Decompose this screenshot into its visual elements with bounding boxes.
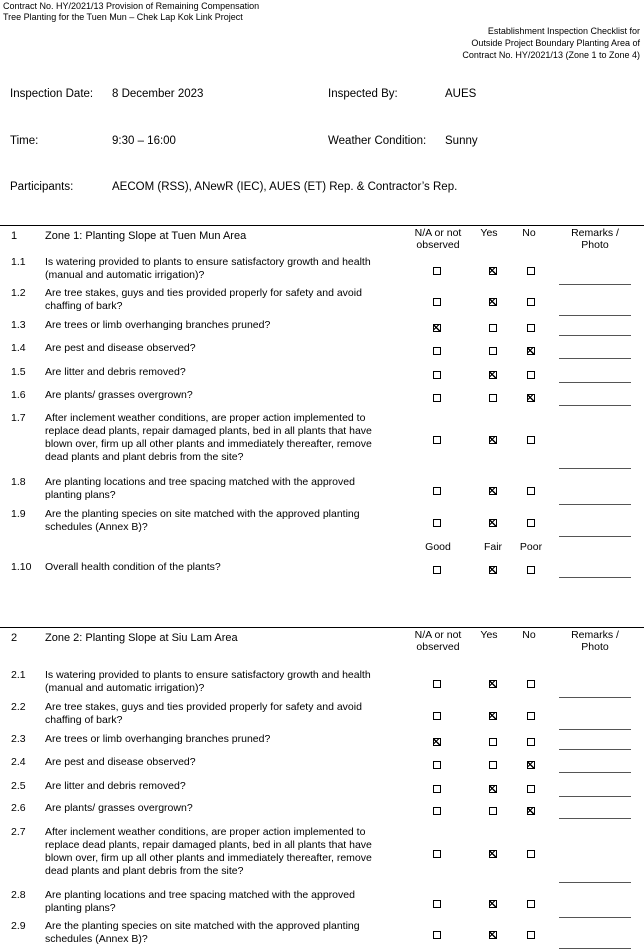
item-question (45, 366, 390, 379)
item-question-line: Are the planting species on site matched with the approved planting (45, 508, 360, 520)
checklist-item-1-3 (0, 319, 644, 332)
item-question-line: blown over, firm up all other plants and immediately thereafter, remove (45, 852, 372, 864)
checklist-item-2-1 (0, 669, 644, 695)
checklist-item-1-1 (0, 256, 644, 282)
item-number: 1.4 (11, 342, 26, 354)
checkbox-no[interactable] (527, 850, 535, 858)
item-question-line: Are trees or limb overhanging branches pruned? (45, 733, 271, 745)
item-question-line: Overall health condition of the plants? (45, 561, 221, 573)
checklist-line-3: Contract No. HY/2021/13 (Zone 1 to Zone 4) (462, 50, 640, 60)
item-question (45, 412, 390, 464)
checkbox-no[interactable] (527, 738, 535, 746)
checkbox-na[interactable] (433, 267, 441, 275)
remarks-field[interactable] (559, 796, 631, 797)
column-header-remarks: Remarks / Photo (571, 629, 619, 653)
remarks-field[interactable] (559, 382, 631, 383)
participants-label: Participants: (10, 181, 74, 193)
item-question-line: Are trees or limb overhanging branches pruned? (45, 319, 271, 331)
rating-header (0, 541, 644, 555)
checkbox-na[interactable] (433, 680, 441, 688)
checkbox-na[interactable] (433, 347, 441, 355)
item-question (45, 780, 390, 793)
column-header-good: Good (425, 541, 451, 553)
item-question (45, 669, 390, 695)
checklist-item-2-5 (0, 780, 644, 793)
checklist-item-1-9 (0, 508, 644, 534)
checkbox-no[interactable] (527, 519, 535, 527)
checkbox-na[interactable] (433, 394, 441, 402)
item-question-line: (manual and automatic irrigation)? (45, 682, 205, 694)
checkbox-no[interactable] (527, 712, 535, 720)
checklist-item-2-3 (0, 733, 644, 746)
column-header-yes: Yes (480, 227, 498, 239)
item-number: 1.5 (11, 366, 26, 378)
remarks-field[interactable] (559, 284, 631, 285)
contract-header (3, 1, 259, 23)
checkbox-na[interactable] (433, 900, 441, 908)
remarks-field[interactable] (559, 948, 631, 949)
remarks-field[interactable] (559, 697, 631, 698)
checkbox-yes[interactable] (489, 785, 497, 793)
checkbox-good[interactable] (433, 566, 441, 574)
item-question-line: Are plants/ grasses overgrown? (45, 802, 193, 814)
checkbox-yes[interactable] (489, 931, 497, 939)
item-question-line: dead plants and plant debris from the site? (45, 865, 244, 877)
item-number: 2.4 (11, 756, 26, 768)
item-question-line: Are pest and disease observed? (45, 342, 196, 354)
item-number: 2.9 (11, 920, 26, 932)
item-question (45, 389, 390, 402)
checklist-item-1-8 (0, 476, 644, 502)
column-header-fair: Fair (483, 541, 503, 553)
zone-number: 1 (11, 230, 18, 242)
item-question (45, 476, 390, 502)
remarks-field[interactable] (559, 536, 631, 537)
item-question (45, 889, 390, 915)
remarks-field[interactable] (559, 882, 631, 883)
column-header-na: N/A or not observed (414, 629, 462, 653)
checkbox-na[interactable] (433, 712, 441, 720)
participants-value: AECOM (RSS), ANewR (IEC), AUES (ET) Rep. & Contractor’s Rep. (112, 181, 458, 193)
checkbox-yes[interactable] (489, 738, 497, 746)
checkbox-no[interactable] (527, 931, 535, 939)
checkbox-yes[interactable] (489, 267, 497, 275)
checklist-line-1: Establishment Inspection Checklist for (487, 26, 640, 36)
item-number: 2.6 (11, 802, 26, 814)
checklist-item-1-2 (0, 287, 644, 313)
checkbox-no[interactable] (527, 394, 535, 402)
item-question (45, 802, 390, 815)
weather-value: Sunny (445, 135, 478, 147)
item-question-line: Are pest and disease observed? (45, 756, 196, 768)
item-number: 2.1 (11, 669, 26, 681)
checkbox-no[interactable] (527, 487, 535, 495)
remarks-field[interactable] (559, 772, 631, 773)
checkbox-yes[interactable] (489, 519, 497, 527)
zone-title: Zone 1: Planting Slope at Tuen Mun Area (45, 230, 247, 242)
checkbox-yes[interactable] (489, 436, 497, 444)
item-question-line: After inclement weather conditions, are proper action implemented to (45, 412, 366, 424)
item-question (45, 733, 390, 746)
time-value: 9:30 – 16:00 (112, 135, 176, 147)
item-question-line: chaffing of bark? (45, 300, 123, 312)
zone-divider (0, 627, 644, 628)
column-header-no: No (522, 227, 536, 239)
item-question-line: Are litter and debris removed? (45, 366, 186, 378)
checklist-item-1-7 (0, 412, 644, 464)
checkbox-no[interactable] (527, 680, 535, 688)
weather-label: Weather Condition: (328, 135, 427, 147)
checkbox-yes[interactable] (489, 487, 497, 495)
checkbox-no[interactable] (527, 324, 535, 332)
item-question-line: Are tree stakes, guys and ties provided properly for safety and avoid (45, 287, 362, 299)
checkbox-no[interactable] (527, 347, 535, 355)
item-question (45, 342, 390, 355)
checkbox-na[interactable] (433, 785, 441, 793)
checkbox-yes[interactable] (489, 807, 497, 815)
zone-title: Zone 2: Planting Slope at Siu Lam Area (45, 632, 238, 644)
checkbox-na[interactable] (433, 519, 441, 527)
item-question (45, 319, 390, 332)
item-question-line: After inclement weather conditions, are proper action implemented to (45, 826, 366, 838)
item-question-line: dead plants and plant debris from the site? (45, 451, 244, 463)
item-question-line: Are planting locations and tree spacing matched with the approved (45, 889, 355, 901)
zone-header (0, 629, 644, 662)
checkbox-yes[interactable] (489, 900, 497, 908)
item-number: 1.6 (11, 389, 26, 401)
checkbox-yes[interactable] (489, 761, 497, 769)
item-number: 2.8 (11, 889, 26, 901)
checkbox-fair[interactable] (489, 566, 497, 574)
contract-line-2: Tree Planting for the Tuen Mun – Chek Lap Kok Link Project (3, 12, 243, 22)
item-number: 1.7 (11, 412, 26, 424)
item-question-line: Is watering provided to plants to ensure satisfactory growth and health (45, 669, 371, 681)
column-header-remarks: Remarks / Photo (571, 227, 619, 251)
item-number: 2.2 (11, 701, 26, 713)
checkbox-na[interactable] (433, 324, 441, 332)
inspected-by-value: AUES (445, 88, 477, 100)
checkbox-yes[interactable] (489, 680, 497, 688)
checkbox-na[interactable] (433, 850, 441, 858)
checklist-item-1-10 (0, 561, 644, 574)
checklist-line-2: Outside Project Boundary Planting Area of (471, 38, 640, 48)
checkbox-yes[interactable] (489, 371, 497, 379)
item-question-line: Are tree stakes, guys and ties provided properly for safety and avoid (45, 701, 362, 713)
item-number: 1.8 (11, 476, 26, 488)
inspected-by-label: Inspected By: (328, 88, 398, 100)
checkbox-poor[interactable] (527, 566, 535, 574)
checklist-item-2-2 (0, 701, 644, 727)
checkbox-yes[interactable] (489, 394, 497, 402)
checkbox-yes[interactable] (489, 347, 497, 355)
checklist-item-1-4 (0, 342, 644, 355)
item-question (45, 256, 390, 282)
checklist-item-1-6 (0, 389, 644, 402)
item-question-line: Is watering provided to plants to ensure satisfactory growth and health (45, 256, 371, 268)
checkbox-na[interactable] (433, 298, 441, 306)
checklist-item-1-5 (0, 366, 644, 379)
remarks-field[interactable] (559, 917, 631, 918)
checklist-header (462, 25, 640, 61)
item-question (45, 508, 390, 534)
item-number: 2.3 (11, 733, 26, 745)
column-header-na: N/A or not observed (414, 227, 462, 251)
remarks-field[interactable] (559, 577, 631, 578)
item-question-line: chaffing of bark? (45, 714, 123, 726)
item-question (45, 756, 390, 769)
inspection-date-value: 8 December 2023 (112, 88, 204, 100)
item-question (45, 287, 390, 313)
checklist-item-2-4 (0, 756, 644, 769)
checkbox-na[interactable] (433, 738, 441, 746)
checkbox-no[interactable] (527, 436, 535, 444)
column-header-poor: Poor (519, 541, 543, 553)
checkbox-no[interactable] (527, 807, 535, 815)
column-header-no: No (522, 629, 536, 641)
item-number: 1.3 (11, 319, 26, 331)
item-number: 1.1 (11, 256, 26, 268)
item-question (45, 561, 390, 574)
item-question-line: replace dead plants, repair damaged plants, bed in all plants that have (45, 839, 372, 851)
zone-number: 2 (11, 632, 18, 644)
item-number: 2.7 (11, 826, 26, 838)
column-header-yes: Yes (480, 629, 498, 641)
item-question (45, 920, 390, 946)
checkbox-na[interactable] (433, 436, 441, 444)
checkbox-yes[interactable] (489, 324, 497, 332)
remarks-field[interactable] (559, 315, 631, 316)
checkbox-na[interactable] (433, 931, 441, 939)
checkbox-yes[interactable] (489, 850, 497, 858)
checkbox-yes[interactable] (489, 298, 497, 306)
zone-divider (0, 225, 644, 226)
contract-line-1: Contract No. HY/2021/13 Provision of Remaining Compensation (3, 1, 260, 11)
item-question-line: Are the planting species on site matched with the approved planting (45, 920, 360, 932)
item-number: 1.9 (11, 508, 26, 520)
remarks-field[interactable] (559, 468, 631, 469)
checklist-item-2-9 (0, 920, 644, 946)
checkbox-na[interactable] (433, 761, 441, 769)
checkbox-no[interactable] (527, 267, 535, 275)
item-question-line: replace dead plants, repair damaged plants, bed in all plants that have (45, 425, 372, 437)
remarks-field[interactable] (559, 504, 631, 505)
checklist-item-2-7 (0, 826, 644, 878)
item-question-line: planting plans? (45, 902, 116, 914)
checkbox-yes[interactable] (489, 712, 497, 720)
checkbox-no[interactable] (527, 785, 535, 793)
checkbox-no[interactable] (527, 761, 535, 769)
checkbox-na[interactable] (433, 487, 441, 495)
remarks-field[interactable] (559, 335, 631, 336)
item-question-line: blown over, firm up all other plants and immediately thereafter, remove (45, 438, 372, 450)
checklist-item-2-8 (0, 889, 644, 915)
item-question-line: schedules (Annex B)? (45, 521, 148, 533)
checkbox-no[interactable] (527, 298, 535, 306)
item-question-line: (manual and automatic irrigation)? (45, 269, 205, 281)
checkbox-no[interactable] (527, 900, 535, 908)
remarks-field[interactable] (559, 358, 631, 359)
remarks-field[interactable] (559, 818, 631, 819)
item-question-line: Are litter and debris removed? (45, 780, 186, 792)
inspection-date-label: Inspection Date: (10, 88, 94, 100)
remarks-field[interactable] (559, 749, 631, 750)
item-question-line: Are plants/ grasses overgrown? (45, 389, 193, 401)
checkbox-na[interactable] (433, 807, 441, 815)
checkbox-no[interactable] (527, 371, 535, 379)
checklist-item-2-6 (0, 802, 644, 815)
item-number: 1.2 (11, 287, 26, 299)
remarks-field[interactable] (559, 729, 631, 730)
item-question (45, 826, 390, 878)
time-label: Time: (10, 135, 39, 147)
item-question-line: Are planting locations and tree spacing matched with the approved (45, 476, 355, 488)
item-question-line: schedules (Annex B)? (45, 933, 148, 945)
remarks-field[interactable] (559, 405, 631, 406)
item-number: 1.10 (11, 561, 32, 573)
item-question-line: planting plans? (45, 489, 116, 501)
item-question (45, 701, 390, 727)
checkbox-na[interactable] (433, 371, 441, 379)
item-number: 2.5 (11, 780, 26, 792)
